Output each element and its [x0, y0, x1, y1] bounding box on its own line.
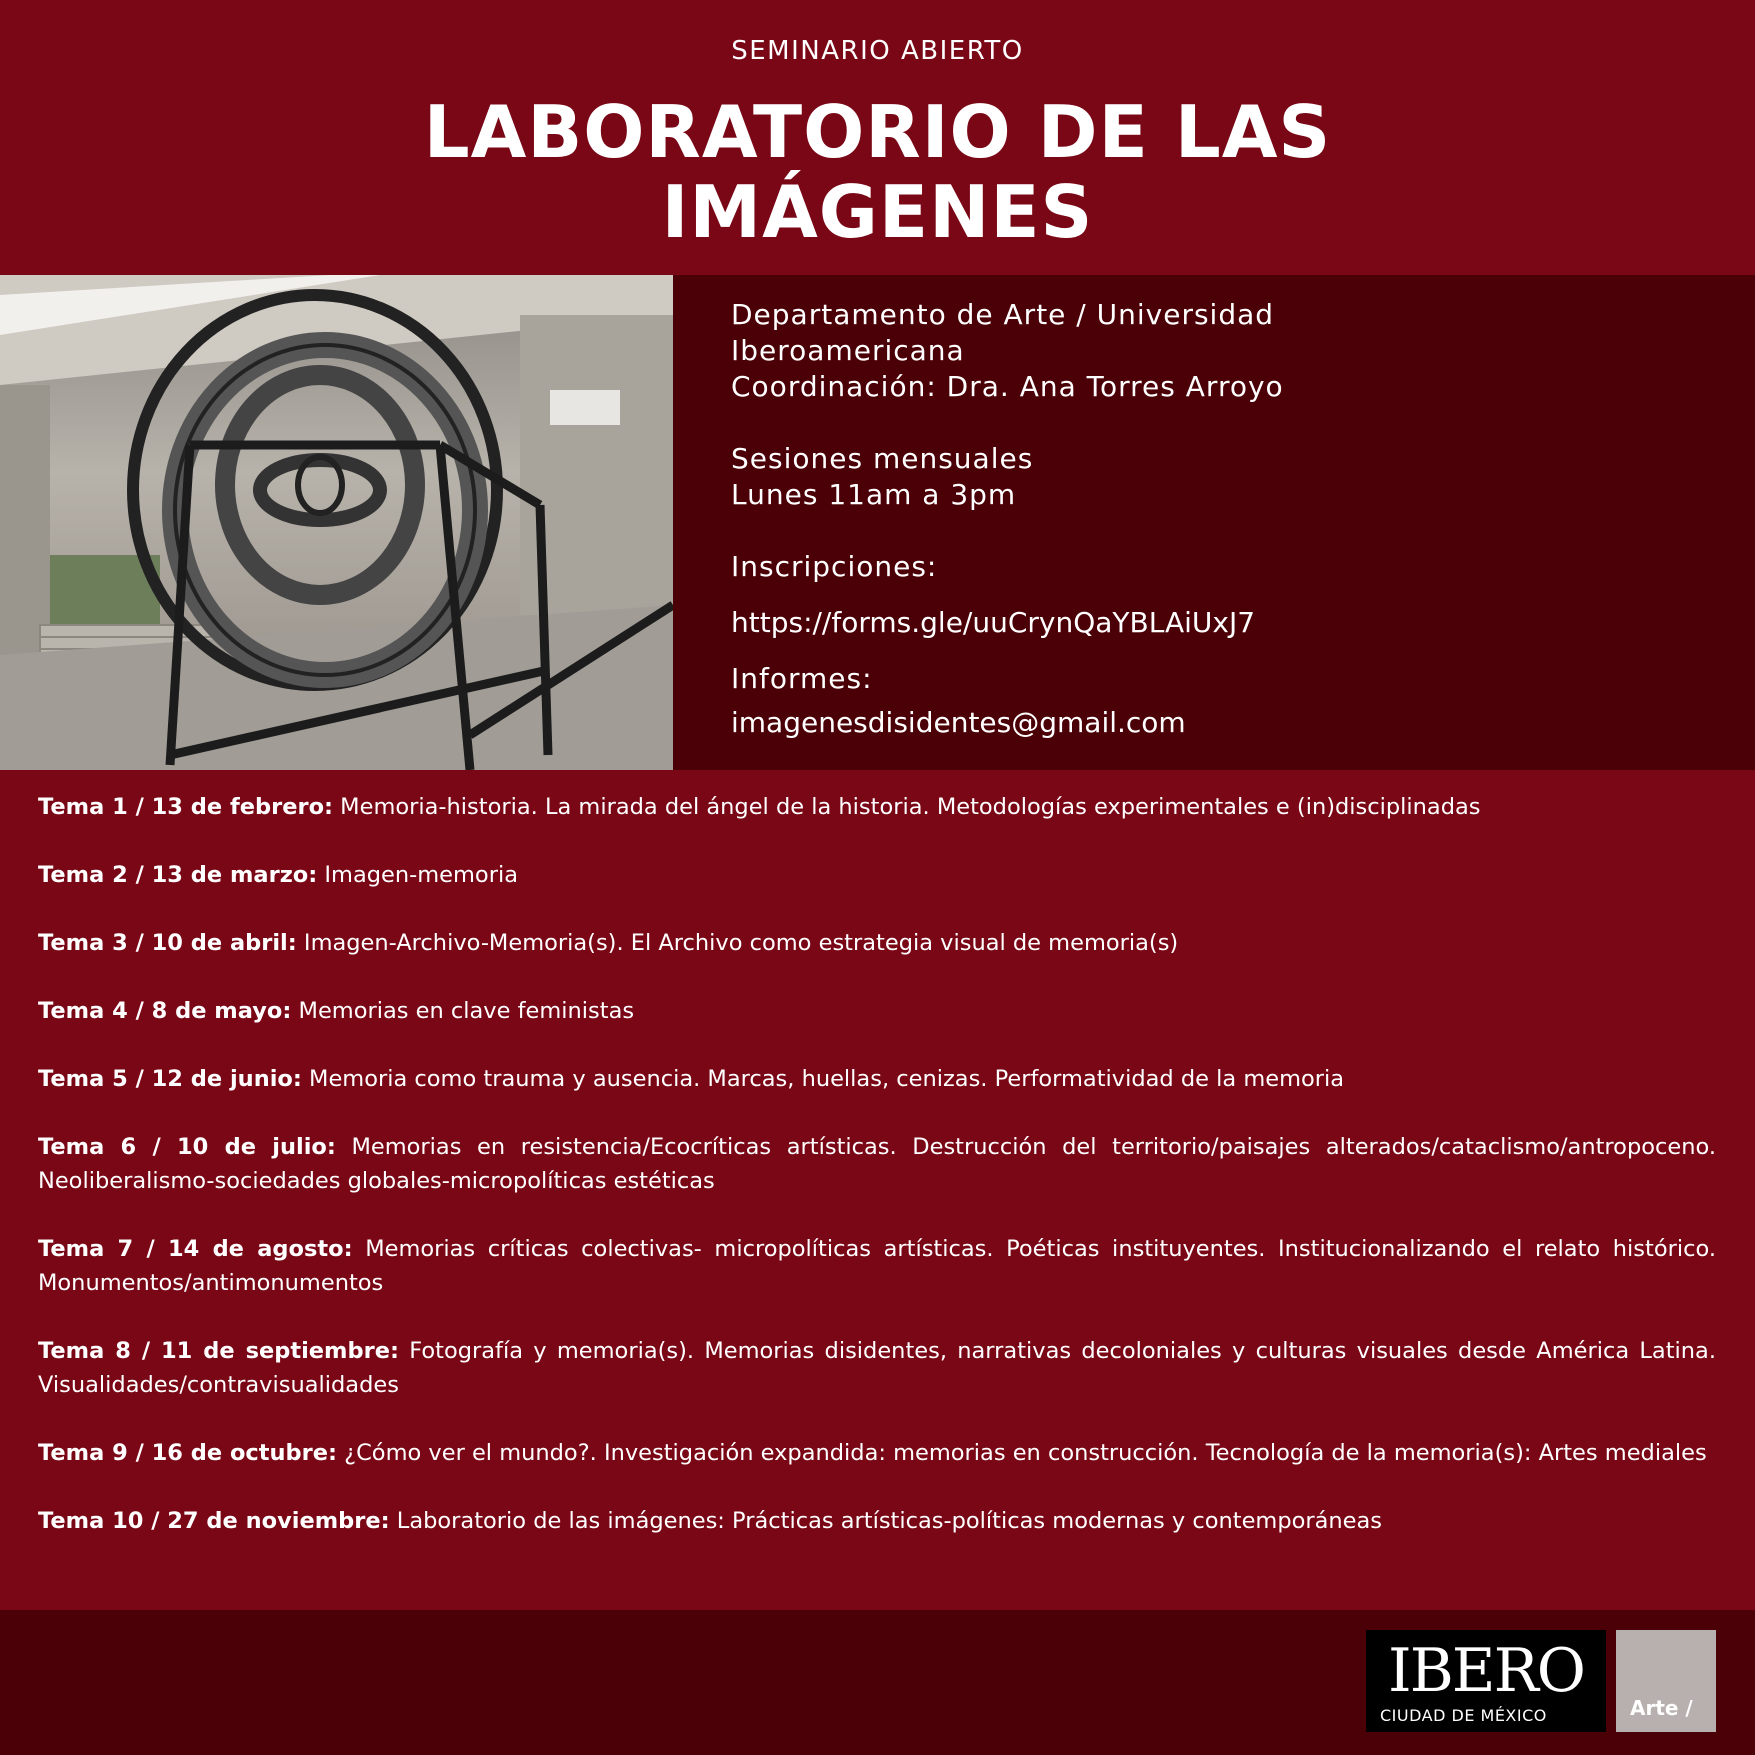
- topic-item: [38, 1504, 1716, 1538]
- ibero-logo-city: CIUDAD DE MÉXICO: [1380, 1706, 1547, 1725]
- registration-link[interactable]: https://forms.gle/uuCrynQaYBLAiUxJ7: [731, 606, 1256, 639]
- contact-label: Informes:: [731, 662, 873, 695]
- arte-logo-label: Arte /: [1630, 1696, 1693, 1720]
- header: [0, 0, 1755, 275]
- topic-text: Laboratorio de las imágenes: Prácticas artísticas-políticas modernas y contemporáneas: [389, 1508, 1383, 1534]
- topics-list: [38, 790, 1716, 1572]
- topic-item: [38, 1232, 1716, 1300]
- topic-label: Tema 6 / 10 de julio:: [38, 1134, 336, 1160]
- topic-label: Tema 4 / 8 de mayo:: [38, 998, 292, 1024]
- title-line-2: IMÁGENES: [661, 170, 1094, 254]
- topic-text: Memoria como trauma y ausencia. Marcas, huellas, cenizas. Performatividad de la memoria: [301, 1066, 1345, 1092]
- page-title: [0, 92, 1755, 252]
- topic-label: Tema 5 / 12 de junio:: [38, 1066, 302, 1092]
- topic-label: Tema 3 / 10 de abril:: [38, 930, 297, 956]
- contact-email[interactable]: imagenesdisidentes@gmail.com: [731, 706, 1186, 739]
- topic-label: Tema 9 / 16 de octubre:: [38, 1440, 337, 1466]
- arte-logo: [1616, 1630, 1716, 1732]
- topic-text: ¿Cómo ver el mundo?. Investigación expandida: memorias en construcción. Tecnología de la memoria(s): Artes mediales: [337, 1440, 1707, 1466]
- coordination: Coordinación: Dra. Ana Torres Arroyo: [731, 370, 1284, 403]
- topic-label: Tema 7 / 14 de agosto:: [38, 1236, 353, 1262]
- hero-section: [0, 275, 1755, 770]
- info-block: [731, 297, 1691, 741]
- topic-item: [38, 1130, 1716, 1198]
- topic-label: Tema 1 / 13 de febrero:: [38, 794, 334, 820]
- title-line-1: LABORATORIO DE LAS: [423, 90, 1332, 174]
- topic-item: [38, 994, 1716, 1028]
- topic-text: Memorias críticas colectivas- micropolíticas artísticas. Poéticas instituyentes. Institucionalizando el relato histórico. Monumentos/antimonumentos: [38, 1236, 1716, 1296]
- registration-label: Inscripciones:: [731, 550, 938, 583]
- sculpture-illustration: [0, 275, 673, 770]
- topic-label: Tema 2 / 13 de marzo:: [38, 862, 318, 888]
- topic-item: [38, 858, 1716, 892]
- topic-label: Tema 10 / 27 de noviembre:: [38, 1508, 390, 1534]
- eyebrow: SEMINARIO ABIERTO: [731, 36, 1024, 66]
- topic-item: [38, 1334, 1716, 1402]
- department-line-1: Departamento de Arte / Universidad: [731, 298, 1275, 331]
- topic-label: Tema 8 / 11 de septiembre:: [38, 1338, 399, 1364]
- topic-text: Memorias en resistencia/Ecocríticas artísticas. Destrucción del territorio/paisajes alterados/cataclismo/antropoceno. Neoliberalismo-sociedades globales-micropolíticas estéticas: [38, 1134, 1716, 1194]
- ibero-logo: [1366, 1630, 1606, 1732]
- topic-text: Imagen-Archivo-Memoria(s). El Archivo como estrategia visual de memoria(s): [296, 930, 1179, 956]
- ibero-logo-name: IBERO: [1388, 1636, 1584, 1706]
- topic-item: [38, 1436, 1716, 1470]
- topic-item: [38, 790, 1716, 824]
- schedule: Lunes 11am a 3pm: [731, 478, 1017, 511]
- topic-text: Memoria-historia. La mirada del ángel de la historia. Metodologías experimentales e (in)disciplinadas: [333, 794, 1481, 820]
- department-line-2: Iberoamericana: [731, 334, 965, 367]
- topic-item: [38, 926, 1716, 960]
- topic-text: Memorias en clave feministas: [291, 998, 635, 1024]
- topic-text: Imagen-memoria: [317, 862, 518, 888]
- topic-text: Fotografía y memoria(s). Memorias disidentes, narrativas decoloniales y culturas visuales desde América Latina. Visualidades/contravisualidades: [38, 1338, 1716, 1398]
- sculpture-photo: [0, 275, 673, 770]
- footer: [0, 1610, 1755, 1755]
- topic-item: [38, 1062, 1716, 1096]
- sessions: Sesiones mensuales: [731, 442, 1034, 475]
